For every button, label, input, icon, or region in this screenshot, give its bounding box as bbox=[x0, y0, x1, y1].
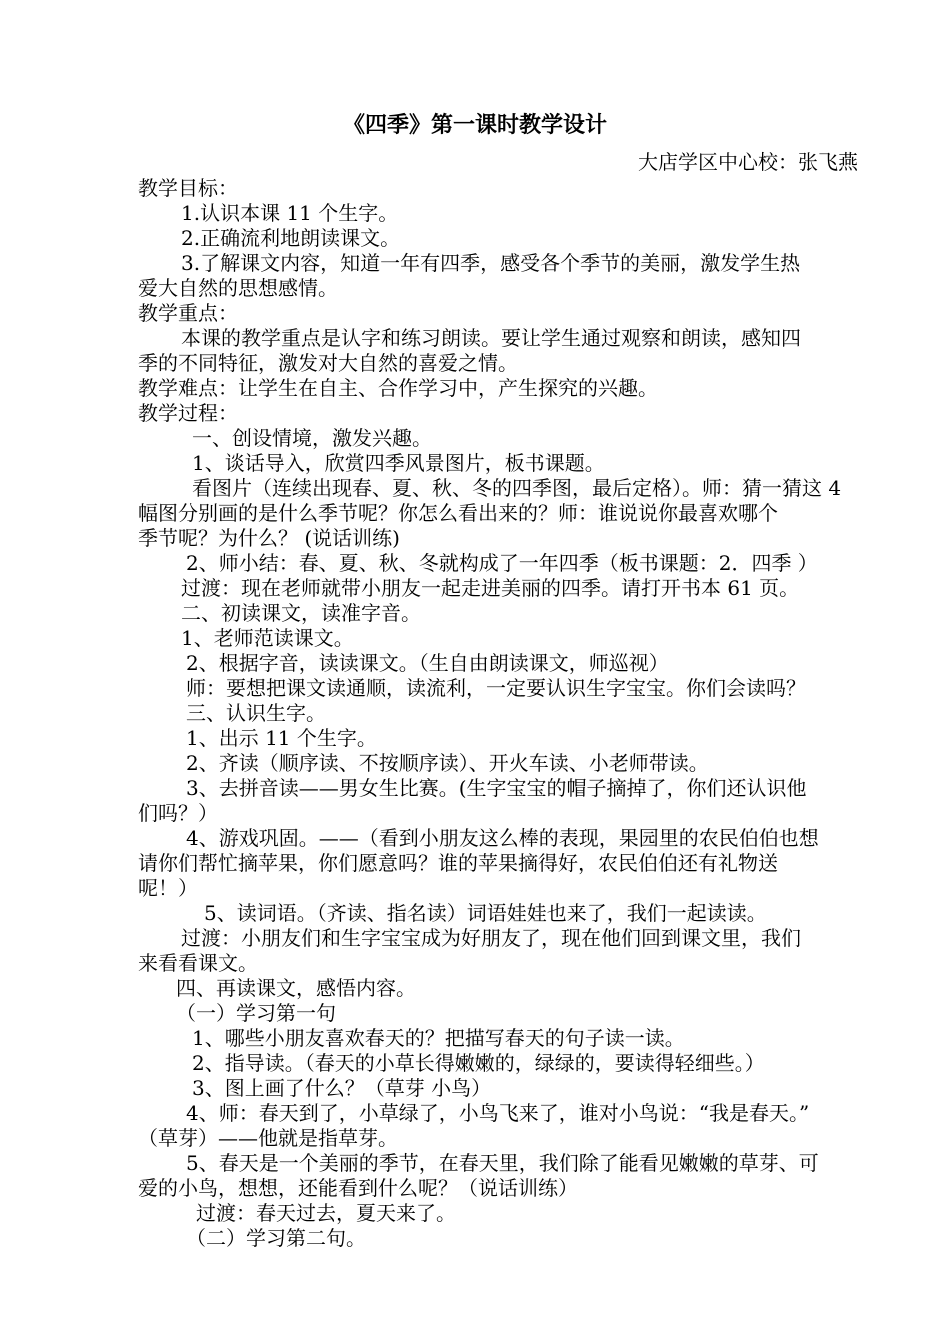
text-line: 5、读词语。（齐读、指名读）词语娃娃也来了，我们一起读读。 bbox=[204, 901, 767, 925]
text-line: 教学目标： bbox=[138, 176, 238, 200]
document-title: 《四季》第一课时教学设计 bbox=[342, 112, 607, 138]
section-heading: 教学难点：让学生在自主、合作学习中，产生探究的兴趣。 bbox=[138, 376, 658, 400]
section-heading: 教学过程： bbox=[138, 401, 238, 425]
text-line: 3、图上画了什么？（草芽 小鸟） bbox=[192, 1076, 492, 1100]
text-line: 4、师：春天到了，小草绿了，小鸟飞来了，谁对小鸟说：“我是春天。” bbox=[186, 1101, 810, 1125]
text-line: 四、再读课文，感悟内容。 bbox=[176, 976, 416, 1000]
text-line: 过渡：现在老师就带小朋友一起走进美丽的四季。请打开书本 61 页。 bbox=[181, 576, 800, 600]
text-line: 2、师小结：春、夏、秋、冬就构成了一年四季（板书课题：2．四季 ） bbox=[186, 551, 818, 575]
text-line: 3、去拼音读——男女生比赛。(生字宝宝的帽子摘掉了，你们还认识他 bbox=[186, 776, 807, 800]
text-line: 们吗？） bbox=[138, 801, 218, 825]
text-line: 爱的小鸟，想想，还能看到什么呢？（说话训练） bbox=[138, 1176, 578, 1200]
text-line: 来看看课文。 bbox=[138, 951, 258, 975]
text-line: 呢！） bbox=[138, 876, 198, 900]
text-line: 2、指导读。（春天的小草长得嫩嫩的，绿绿的，要读得轻细些。） bbox=[192, 1051, 765, 1075]
text-line: 5、春天是一个美丽的季节，在春天里，我们除了能看见嫩嫩的草芽、可 bbox=[186, 1151, 819, 1175]
text-line: 1、哪些小朋友喜欢春天的？把描写春天的句子读一读。 bbox=[192, 1026, 685, 1050]
text-line: 2、根据字音，读读课文。（生自由朗读课文，师巡视） bbox=[186, 651, 669, 675]
text-line: 1、谈话导入，欣赏四季风景图片，板书课题。 bbox=[192, 451, 605, 475]
text-line: 2、齐读（顺序读、不按顺序读）、开火车读、小老师带读。 bbox=[186, 751, 709, 775]
text-line: 4、游戏巩固。——（看到小朋友这么棒的表现，果园里的农民伯伯也想 bbox=[186, 826, 819, 850]
text-line: 季节呢？为什么？ (说话训练) bbox=[138, 526, 400, 550]
text-line: （草芽）——他就是指草芽。 bbox=[138, 1126, 398, 1150]
text-line: 本课的教学重点是认字和练习朗读。要让学生通过观察和朗读，感知四 bbox=[181, 326, 801, 350]
text-line: 幅图分别画的是什么季节呢？你怎么看出来的？师：谁说说你最喜欢哪个 bbox=[138, 501, 778, 525]
text-line: 一、创设情境，激发兴趣。 bbox=[192, 426, 432, 450]
text-line: 过渡：小朋友们和生字宝宝成为好朋友了，现在他们回到课文里，我们 bbox=[181, 926, 801, 950]
text-line: 2.正确流利地朗读课文。 bbox=[181, 226, 401, 250]
text-line: （一）学习第一句 bbox=[176, 1001, 336, 1025]
text-line: 1、老师范读课文。 bbox=[181, 626, 354, 650]
author-line: 大店学区中心校：张飞燕 bbox=[638, 150, 858, 174]
text-line: 过渡：春天过去，夏天来了。 bbox=[196, 1201, 456, 1225]
text-line: （二）学习第二句。 bbox=[186, 1226, 366, 1250]
text-line: 请你们帮忙摘苹果，你们愿意吗？谁的苹果摘得好，农民伯伯还有礼物送 bbox=[138, 851, 778, 875]
text-line: 1.认识本课 11 个生字。 bbox=[181, 201, 399, 225]
text-line: 3.了解课文内容，知道一年有四季，感受各个季节的美丽，激发学生热 bbox=[181, 251, 801, 275]
section-heading: 教学重点： bbox=[138, 301, 238, 325]
text-line: 季的不同特征，激发对大自然的喜爱之情。 bbox=[138, 351, 518, 375]
text-line: 三、认识生字。 bbox=[186, 701, 326, 725]
text-line: 爱大自然的思想感情。 bbox=[138, 276, 338, 300]
text-line: 二、初读课文，读准字音。 bbox=[181, 601, 421, 625]
text-line: 师：要想把课文读通顺，读流利，一定要认识生字宝宝。你们会读吗？ bbox=[186, 676, 806, 700]
text-line: 看图片（连续出现春、夏、秋、冬的四季图，最后定格）。师：猜一猜这 4 bbox=[192, 476, 842, 500]
text-line: 1、出示 11 个生字。 bbox=[186, 726, 377, 750]
